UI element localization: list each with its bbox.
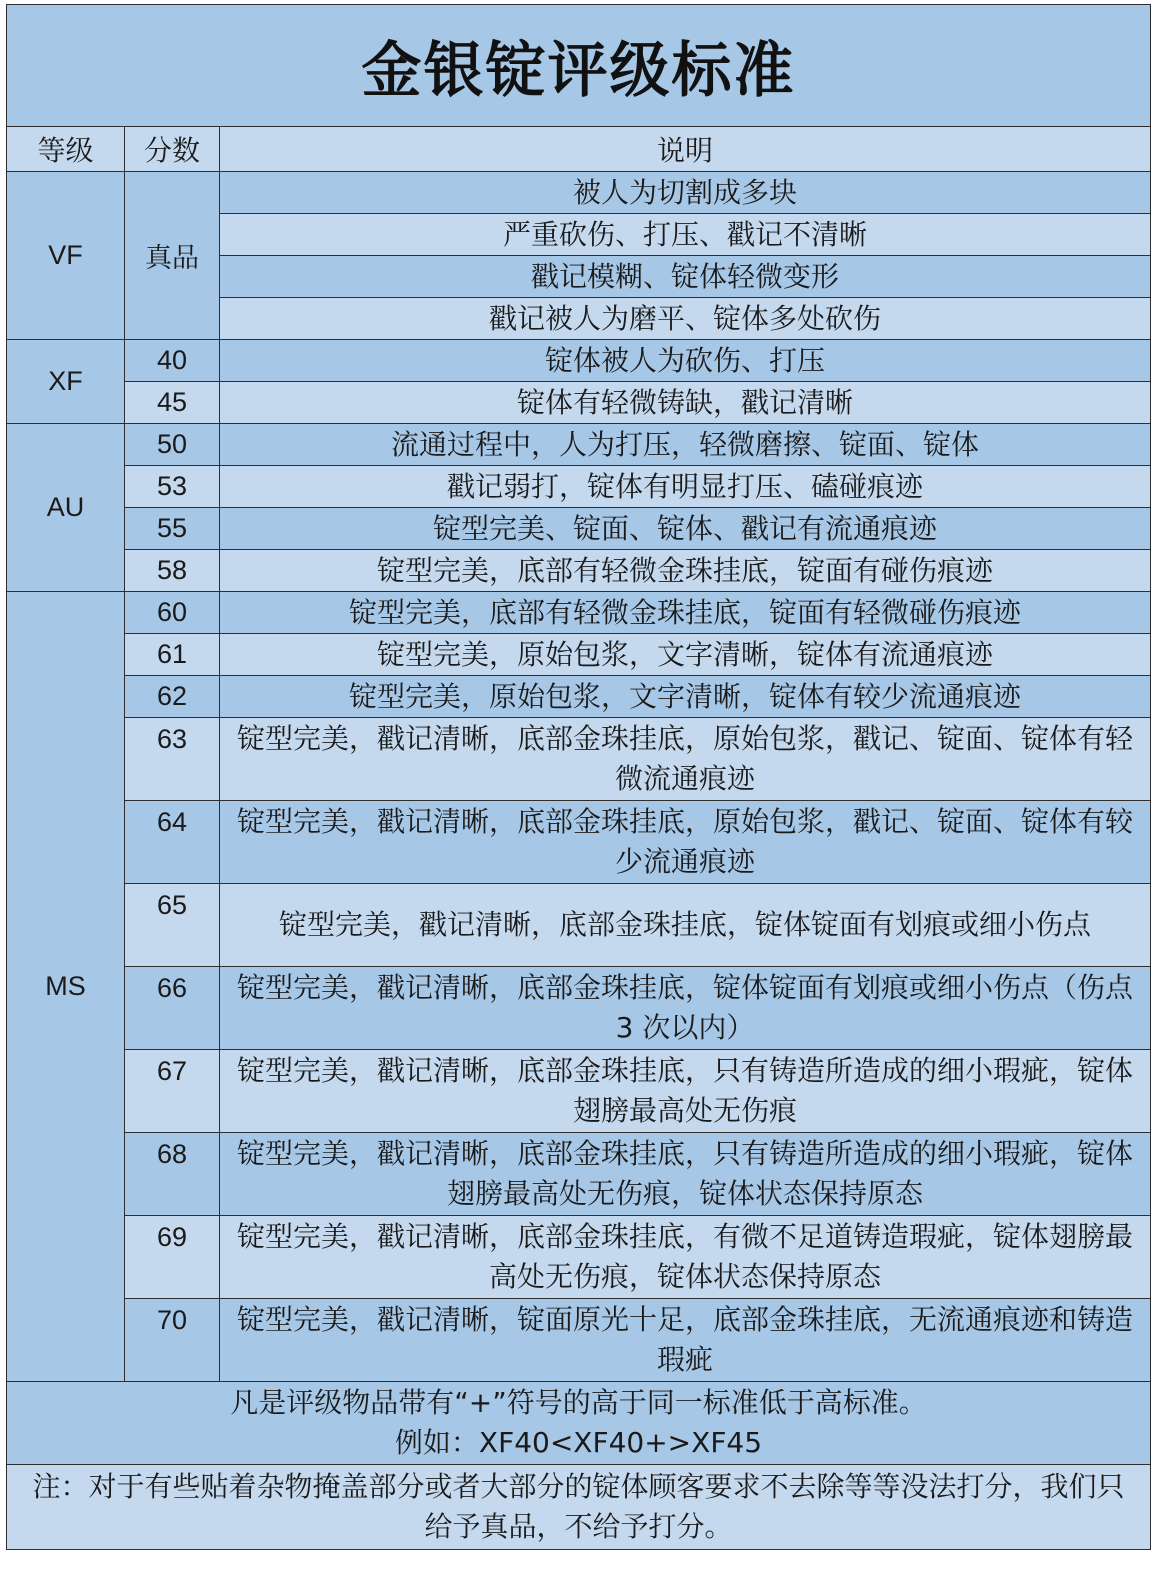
table-row	[7, 884, 1151, 967]
score-cell: 66	[125, 967, 220, 1050]
desc-cell: 锭型完美，戳记清晰，底部金珠挂底，锭体锭面有划痕或细小伤点	[220, 884, 1151, 967]
table-row	[7, 801, 1151, 884]
score-cell: 67	[125, 1050, 220, 1133]
plus-note: 凡是评级物品带有“+”符号的高于同一标准低于高标准。	[230, 1386, 927, 1419]
desc-cell: 锭体有轻微铸缺，戳记清晰	[220, 382, 1151, 424]
desc-cell: 戳记被人为磨平、锭体多处砍伤	[220, 298, 1151, 340]
grade-ms: MS	[7, 592, 125, 1382]
desc-cell: 锭型完美，戳记清晰，底部金珠挂底，只有铸造所造成的细小瑕疵，锭体翅膀最高处无伤痕，锭体状态保持原态	[220, 1133, 1151, 1216]
table-row	[7, 466, 1151, 508]
table-row	[7, 634, 1151, 676]
desc-cell: 锭型完美，戳记清晰，底部金珠挂底，只有铸造所造成的细小瑕疵，锭体翅膀最高处无伤痕	[220, 1050, 1151, 1133]
table-row	[7, 508, 1151, 550]
table-row	[7, 592, 1151, 634]
remark: 注：对于有些贴着杂物掩盖部分或者大部分的锭体顾客要求不去除等等没法打分，我们只给予真品，不给予打分。	[7, 1465, 1151, 1550]
score-cell: 64	[125, 801, 220, 884]
score-cell: 53	[125, 466, 220, 508]
desc-cell: 锭型完美，原始包浆，文字清晰，锭体有流通痕迹	[220, 634, 1151, 676]
table-row	[7, 382, 1151, 424]
table-row	[7, 1050, 1151, 1133]
plus-note-cell	[7, 1382, 1151, 1465]
table-row	[7, 1133, 1151, 1216]
header-grade: 等级	[7, 127, 125, 172]
table-row	[7, 1299, 1151, 1382]
header-score: 分数	[125, 127, 220, 172]
desc-cell: 锭型完美、锭面、锭体、戳记有流通痕迹	[220, 508, 1151, 550]
score-cell: 60	[125, 592, 220, 634]
score-cell: 50	[125, 424, 220, 466]
grade-xf: XF	[7, 340, 125, 424]
table-row	[7, 967, 1151, 1050]
desc-cell: 流通过程中，人为打压，轻微磨擦、锭面、锭体	[220, 424, 1151, 466]
score-cell: 55	[125, 508, 220, 550]
table-row	[7, 340, 1151, 382]
grade-au: AU	[7, 424, 125, 592]
grade-vf: VF	[7, 172, 125, 340]
desc-cell: 锭型完美，原始包浆，文字清晰，锭体有较少流通痕迹	[220, 676, 1151, 718]
desc-cell: 戳记模糊、锭体轻微变形	[220, 256, 1151, 298]
header-row	[7, 127, 1151, 172]
score-cell: 62	[125, 676, 220, 718]
desc-cell: 锭型完美，戳记清晰，底部金珠挂底，原始包浆，戳记、锭面、锭体有较少流通痕迹	[220, 801, 1151, 884]
footer-row	[7, 1382, 1151, 1465]
score-cell: 68	[125, 1133, 220, 1216]
table-row	[7, 424, 1151, 466]
desc-cell: 锭型完美，戳记清晰，底部金珠挂底，有微不足道铸造瑕疵，锭体翅膀最高处无伤痕，锭体状态保持原态	[220, 1216, 1151, 1299]
score-cell: 63	[125, 718, 220, 801]
remark-row	[7, 1465, 1151, 1550]
desc-cell: 被人为切割成多块	[220, 172, 1151, 214]
desc-cell: 严重砍伤、打压、戳记不清晰	[220, 214, 1151, 256]
desc-cell: 锭型完美，戳记清晰，锭面原光十足，底部金珠挂底，无流通痕迹和铸造瑕疵	[220, 1299, 1151, 1382]
desc-cell: 戳记弱打，锭体有明显打压、磕碰痕迹	[220, 466, 1151, 508]
table-row	[7, 718, 1151, 801]
score-cell: 45	[125, 382, 220, 424]
table-row	[7, 172, 1151, 214]
page-title: 金银锭评级标准	[7, 5, 1151, 127]
score-cell: 61	[125, 634, 220, 676]
table-row	[7, 1216, 1151, 1299]
score-cell: 65	[125, 884, 220, 967]
table-row	[7, 676, 1151, 718]
header-desc: 说明	[220, 127, 1151, 172]
score-cell: 69	[125, 1216, 220, 1299]
score-cell: 70	[125, 1299, 220, 1382]
desc-cell: 锭型完美，底部有轻微金珠挂底，锭面有轻微碰伤痕迹	[220, 592, 1151, 634]
score-cell: 40	[125, 340, 220, 382]
table-row	[7, 550, 1151, 592]
grading-table	[6, 4, 1151, 1550]
desc-cell: 锭体被人为砍伤、打压	[220, 340, 1151, 382]
desc-cell: 锭型完美，底部有轻微金珠挂底，锭面有碰伤痕迹	[220, 550, 1151, 592]
score-cell: 真品	[125, 172, 220, 340]
plus-example: 例如：XF40<XF40+>XF45	[394, 1426, 763, 1459]
desc-cell: 锭型完美，戳记清晰，底部金珠挂底，锭体锭面有划痕或细小伤点（伤点 3 次以内）	[220, 967, 1151, 1050]
desc-cell: 锭型完美，戳记清晰，底部金珠挂底，原始包浆，戳记、锭面、锭体有轻微流通痕迹	[220, 718, 1151, 801]
score-cell: 58	[125, 550, 220, 592]
